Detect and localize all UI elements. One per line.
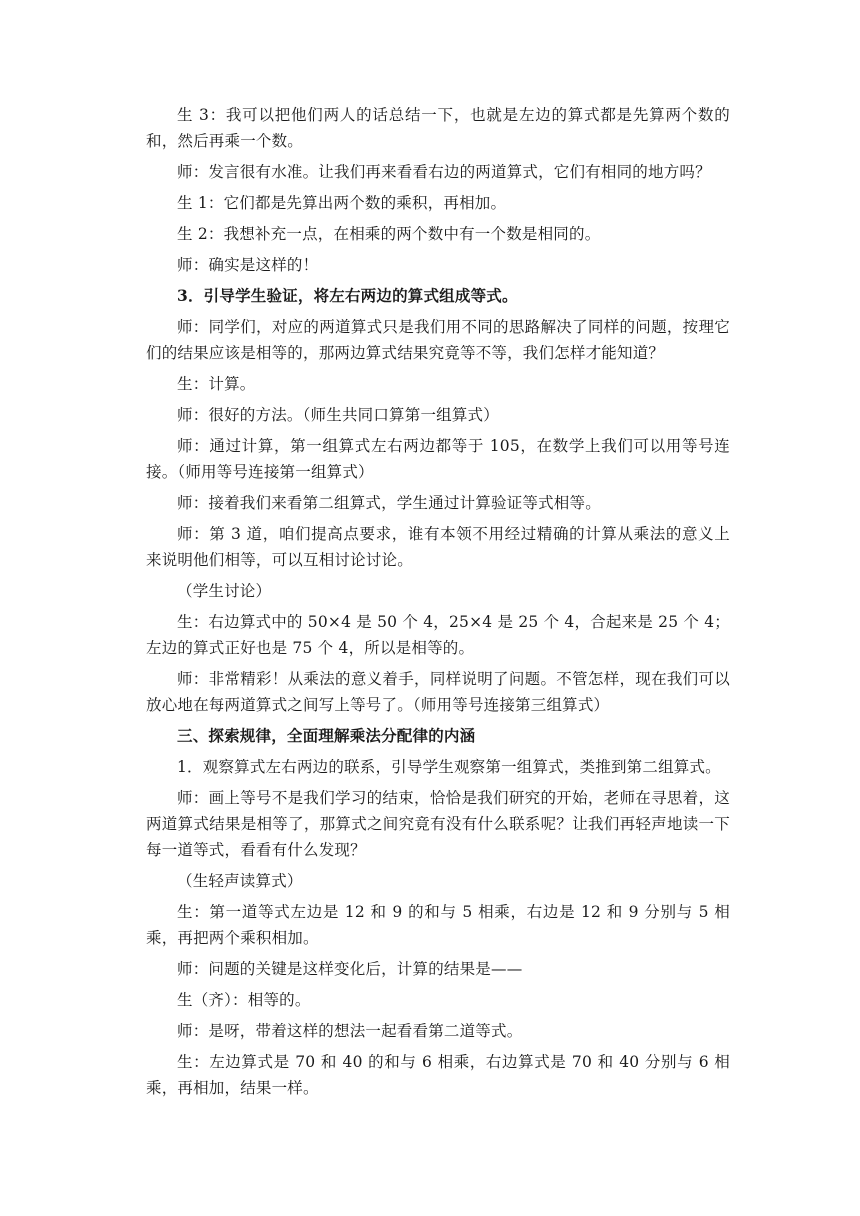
paragraph: 师：问题的关键是这样变化后，计算的结果是—— (177, 960, 523, 978)
paragraph: 师：确实是这样的！ (177, 256, 319, 274)
document-body (146, 102, 730, 1106)
paragraph: 师：很好的方法。（师生共同口算第一组算式） (177, 406, 499, 424)
paragraph: 生：第一道等式左边是 12 和 9 的和与 5 相乘，右边是 12 和 9 分别与 5 相乘，再把两个乘积相加。 (146, 903, 730, 947)
paragraph: 生：右边算式中的 50×4 是 50 个 4，25×4 是 25 个 4，合起来是 25 个 4；左边的算式正好也是 75 个 4，所以是相等的。 (146, 613, 730, 657)
paragraph: 生（齐）：相等的。 (177, 991, 311, 1009)
paragraph: 师：第 3 道，咱们提高点要求，谁有本领不用经过精确的计算从乘法的意义上来说明他们相等，可以互相讨论讨论。 (146, 525, 730, 569)
paragraph: 生 3：我可以把他们两人的话总结一下，也就是左边的算式都是先算两个数的和，然后再乘一个数。 (146, 106, 730, 150)
paragraph: 师：通过计算，第一组算式左右两边都等于 105，在数学上我们可以用等号连接。（师用等号连接第一组算式） (146, 437, 730, 481)
paragraph: 师：非常精彩！从乘法的意义着手，同样说明了问题。不管怎样，现在我们可以放心地在每两道算式之间写上等号了。（师用等号连接第三组算式） (146, 670, 730, 714)
paragraph: 生 2：我想补充一点，在相乘的两个数中有一个数是相同的。 (177, 225, 601, 243)
paragraph: 1．观察算式左右两边的联系，引导学生观察第一组算式，类推到第二组算式。 (177, 758, 721, 776)
paragraph: （生轻声读算式） (177, 872, 303, 890)
paragraph: 生：左边算式是 70 和 40 的和与 6 相乘，右边算式是 70 和 40 分别与 6 相乘，再相加，结果一样。 (146, 1053, 730, 1097)
paragraph: 师：是呀，带着这样的想法一起看看第二道等式。 (177, 1022, 523, 1040)
paragraph: 师：发言很有水准。让我们再来看看右边的两道算式，它们有相同的地方吗？ (177, 163, 711, 181)
paragraph: 师：接着我们来看第二组算式，学生通过计算验证等式相等。 (177, 494, 601, 512)
paragraph: 生：计算。 (177, 375, 256, 393)
paragraph: 生 1：它们都是先算出两个数的乘积，再相加。 (177, 194, 507, 212)
paragraph: （学生讨论） (177, 582, 272, 600)
paragraph: 师：同学们，对应的两道算式只是我们用不同的思路解决了同样的问题，按理它们的结果应该是相等的，那两边算式结果究竟等不等，我们怎样才能知道？ (146, 318, 730, 362)
paragraph: 师：画上等号不是我们学习的结束，恰恰是我们研究的开始，老师在寻思着，这两道算式结果是相等了，那算式之间究竟有没有什么联系呢？让我们再轻声地读一下每一道等式，看看有什么发现？ (146, 789, 730, 859)
section-heading: 三、探索规律，全面理解乘法分配律的内涵 (177, 726, 476, 745)
section-heading: 3．引导学生验证，将左右两边的算式组成等式。 (177, 286, 518, 305)
